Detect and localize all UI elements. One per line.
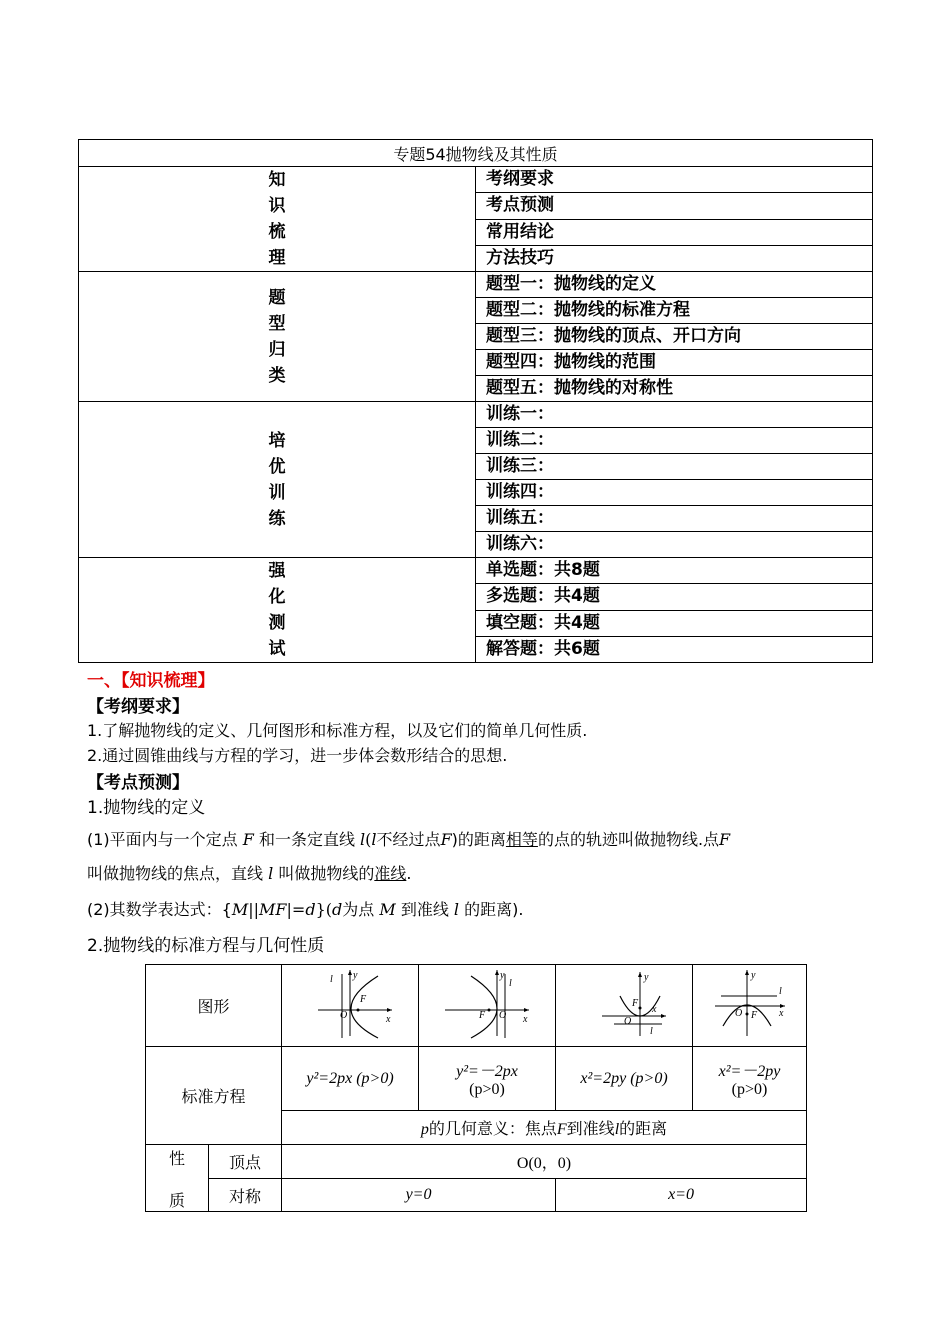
svg-text:x: x [386,1014,391,1025]
category-question-types: 题 型 归 类 [79,272,476,402]
category-knowledge: 知 识 梳 理 [79,167,476,272]
svg-text:F: F [632,998,639,1009]
outline-item: 题型三：抛物线的顶点、开口方向 [476,324,873,350]
category-training: 培 优 训 练 [79,402,476,558]
math-expression: (2)其数学表达式：{M||MF|=d}(d为点 M 到准线 l 的距离). [87,900,524,919]
figure-parabola-down [693,965,807,1047]
syllabus-item: 1.了解抛物线的定义、几何图形和标准方程，以及它们的简单几何性质. [87,721,588,740]
svg-text:O: O [340,1010,348,1021]
outline-item: 训练三： [476,454,873,480]
svg-text:l: l [650,1026,653,1037]
outline-item: 填空题：共4题 [476,610,873,636]
properties-title: 2.抛物线的标准方程与几何性质 [87,936,325,956]
definition-paragraph-line1: (1)平面内与一个定点 F 和一条定直线 l(l不经过点F)的距离相等的点的轨迹叫做抛物线.点F [87,830,731,849]
outline-table [78,139,873,663]
outline-item: 单选题：共8题 [476,558,873,584]
syllabus-item: 2.通过圆锥曲线与方程的学习，进一步体会数形结合的思想. [87,746,508,765]
vertex-label: 顶点 [209,1145,282,1179]
svg-text:O: O [734,1008,742,1019]
svg-text:y: y [750,970,755,981]
equation-row-label: 标准方程 [146,1047,282,1145]
equation-left: y²=－2px (p>0) [419,1047,556,1111]
figure-parabola-up [556,965,693,1047]
outline-item: 题型一：抛物线的定义 [476,272,873,298]
svg-text:F: F [479,1010,486,1021]
outline-item: 训练六： [476,532,873,558]
outline-item: 题型五：抛物线的对称性 [476,376,873,402]
property-label: 性 质 [146,1145,209,1212]
svg-text:x: x [523,1014,528,1025]
outline-item: 训练四： [476,480,873,506]
outline-item: 考纲要求 [476,167,873,193]
outline-item: 训练五： [476,506,873,532]
svg-text:O: O [499,1010,507,1021]
svg-text:y: y [353,970,358,981]
svg-text:F: F [360,994,367,1005]
definition-title: 1.抛物线的定义 [87,798,206,818]
svg-text:F: F [750,1010,757,1021]
p-meaning: p的几何意义：焦点F到准线l的距离 [282,1111,807,1145]
parabola-left-figure [437,966,537,1040]
svg-text:l: l [509,978,512,989]
equation-right: y²=2px (p>0) [282,1047,419,1111]
figure-parabola-right [282,965,419,1047]
outline-item: 题型二：抛物线的标准方程 [476,298,873,324]
outline-item: 多选题：共4题 [476,584,873,610]
parabola-up-figure [574,966,674,1040]
svg-text:y: y [500,970,505,981]
outline-item: 考点预测 [476,193,873,219]
outline-item: 训练二： [476,428,873,454]
outline-item: 训练一： [476,402,873,428]
outline-item: 题型四：抛物线的范围 [476,350,873,376]
parabola-down-figure [705,966,795,1040]
section-heading: 一、【知识梳理】 [87,671,215,691]
symmetry-axis-x: y=0 [282,1179,556,1212]
svg-text:O: O [624,1016,632,1027]
syllabus-heading: 【考纲要求】 [87,697,189,717]
symmetry-axis-y: x=0 [556,1179,807,1212]
svg-text:l: l [778,986,782,997]
equation-up: x²=2py (p>0) [556,1047,693,1111]
svg-text:x: x [652,1004,657,1015]
vertex-value: O(0，0) [282,1145,807,1179]
svg-text:y: y [644,972,649,983]
svg-text:l: l [330,974,333,985]
equation-down: x²=－2py (p>0) [693,1047,807,1111]
definition-paragraph-line2: 叫做抛物线的焦点，直线 l 叫做抛物线的准线. [87,864,412,883]
figure-row-label: 图形 [146,965,282,1047]
outline-item: 常用结论 [476,219,873,245]
outline-item: 方法技巧 [476,245,873,271]
svg-text:x: x [778,1008,783,1019]
figure-parabola-left [419,965,556,1047]
parabola-right-figure [300,966,400,1040]
parabola-properties-table [145,964,807,1212]
outline-title: 专题54抛物线及其性质 [79,140,873,167]
category-tests: 强 化 测 试 [79,558,476,663]
symmetry-label: 对称 [209,1179,282,1212]
forecast-heading: 【考点预测】 [87,773,189,793]
outline-item: 解答题：共6题 [476,636,873,662]
